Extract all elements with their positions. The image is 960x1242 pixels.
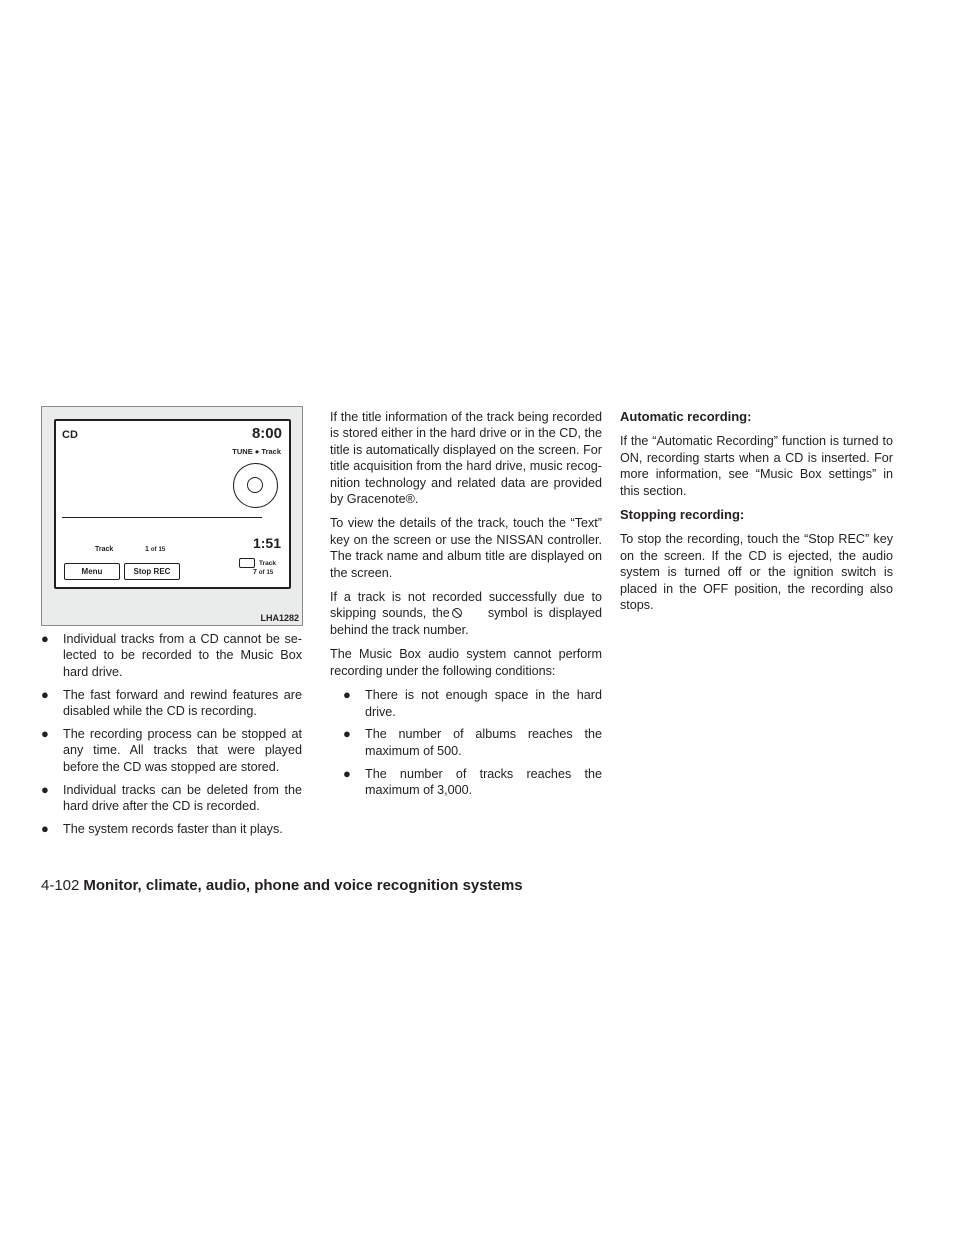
screen-title: CD bbox=[62, 429, 78, 441]
stop-rec-button[interactable]: Stop REC bbox=[124, 563, 180, 580]
section-title: Monitor, climate, audio, phone and voice recognition systems bbox=[83, 877, 523, 894]
paragraph: The Music Box audio system cannot perform recording under the following conditions: bbox=[330, 647, 602, 678]
paragraph: To stop the recording, touch the “Stop REC” key on the screen. If the CD is ejected, the audio system is turned off or the ignition switch is placed in the OFF position, the recording also stops. bbox=[620, 532, 893, 613]
track-number: 1 bbox=[145, 546, 149, 553]
right-column bbox=[620, 409, 893, 621]
paragraph: To view the details of the track, touch the “Text” key on the screen or use the NISSAN controller. The track name and album title are displayed on the screen. bbox=[330, 516, 602, 580]
paragraph: If the title information of the track being recorded is stored either in the hard drive or in the CD, the title is automatically displayed on the screen. For title acquisition from the hard drive, music recog-nition technology and related data are provided by Gracenote®. bbox=[330, 410, 602, 507]
list-item: ● The number of albums reaches the maximum of 500. bbox=[343, 726, 602, 758]
mini-track-count bbox=[253, 569, 273, 576]
list-item: ● The recording process can be stopped at any time. All tracks that were played before the CD was stopped are stored. bbox=[41, 726, 302, 774]
list-item: ● Individual tracks can be deleted from the hard drive after the CD is recorded. bbox=[41, 781, 302, 814]
track-count bbox=[145, 546, 165, 553]
list-item: ● The system records faster than it plays. bbox=[41, 821, 283, 837]
menu-button[interactable]: Menu bbox=[64, 563, 120, 580]
list-item: ● The number of tracks reaches the maximum of 3,000. bbox=[343, 765, 602, 798]
disc-icon bbox=[233, 463, 278, 508]
progress-line bbox=[62, 517, 262, 518]
track-of: of bbox=[150, 547, 157, 553]
list-item: ● There is not enough space in the hard drive. bbox=[343, 687, 602, 719]
tune-track-label: TUNE ● Track bbox=[232, 447, 281, 456]
heading: Stopping recording: bbox=[620, 507, 745, 523]
audio-screen bbox=[54, 419, 291, 589]
mini-track-label: Track bbox=[259, 560, 276, 567]
heading: Automatic recording: bbox=[620, 409, 752, 424]
list-item: ● Individual tracks from a CD cannot be se-lected to be recorded to the Music Box hard drive. bbox=[41, 631, 302, 679]
middle-column bbox=[330, 409, 602, 805]
track-label: Track bbox=[95, 546, 114, 553]
skip-symbol-icon bbox=[452, 608, 462, 618]
track-icon bbox=[239, 558, 255, 568]
mini-track-of: of bbox=[258, 570, 265, 576]
page-footer bbox=[41, 877, 523, 894]
page-number: 4-102 bbox=[41, 877, 80, 894]
paragraph-skip-symbol: If a track is not recorded successfully due to skipping sounds, the symbol is displayed behind the track number. bbox=[330, 590, 602, 637]
left-column bbox=[41, 631, 302, 844]
cd-recording-figure bbox=[41, 406, 303, 626]
figure-id: LHA1282 bbox=[260, 613, 299, 623]
list-item: ● The fast forward and rewind features are disabled while the CD is recording. bbox=[41, 686, 302, 719]
mini-track-number: 7 bbox=[253, 569, 257, 576]
clock: 8:00 bbox=[251, 425, 282, 442]
paragraph: If the “Automatic Recording” function is turned to ON, recording starts when a CD is inserted. For more information, see “Music Box settings” in this section. bbox=[620, 434, 893, 498]
mini-track-total: 15 bbox=[266, 570, 274, 576]
elapsed-time: 1:51 bbox=[252, 535, 281, 551]
track-total: 15 bbox=[158, 547, 166, 553]
